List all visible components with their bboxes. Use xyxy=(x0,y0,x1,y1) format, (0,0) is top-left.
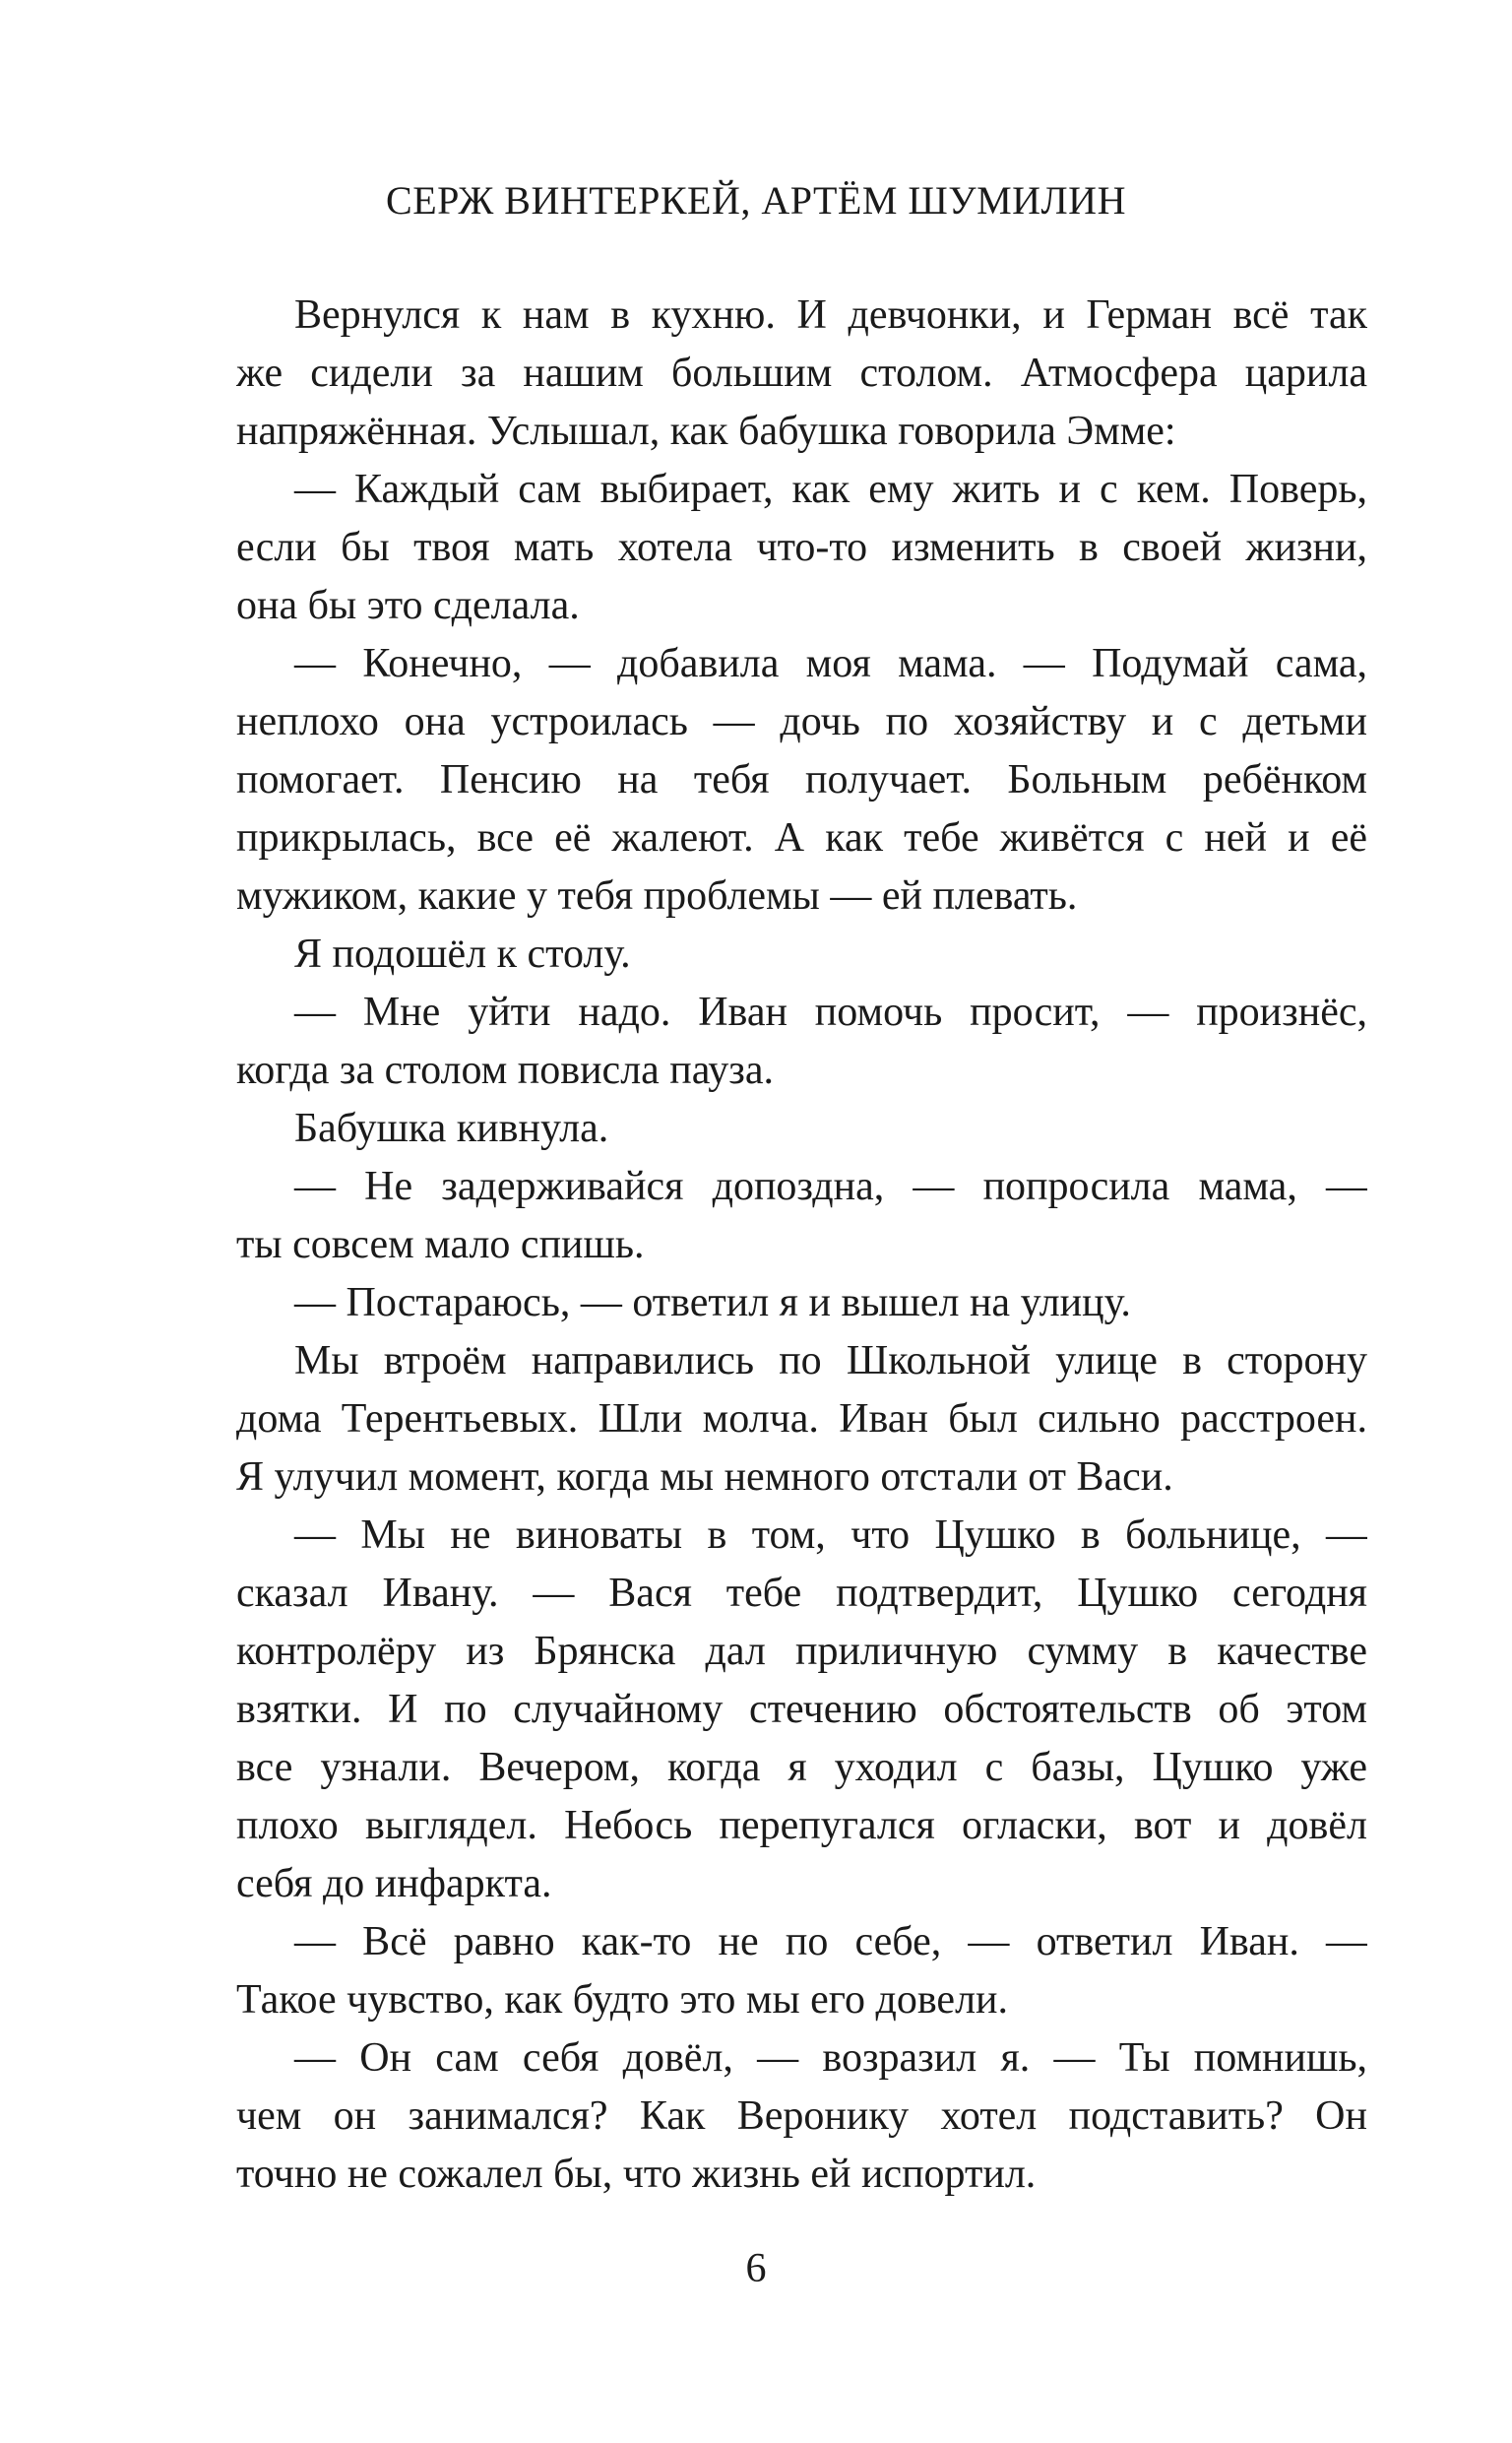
text-line: точно не сожалел бы, что жизнь ей испортил. xyxy=(236,2152,1037,2197)
text-line: Такое чувство, как будто это мы его довели. xyxy=(236,1977,1009,2023)
running-head: СЕРЖ ВИНТЕРКЕЙ, АРТЁМ ШУМИЛИН xyxy=(386,178,1126,223)
text-line: напряжённая. Услышал, как бабушка говорила Эмме: xyxy=(236,409,1176,454)
text-line: — Не задерживайся допоздна, — попросила мама, — xyxy=(294,1164,1367,1209)
text-line: себя до инфаркта. xyxy=(236,1861,552,1906)
paragraph xyxy=(236,287,1367,461)
paragraph xyxy=(236,984,1367,1100)
text-line: — Каждый сам выбирает, как ему жить и с кем. Поверь, xyxy=(294,467,1367,512)
text-line: — Мне уйти надо. Иван помочь просит, — произнёс, xyxy=(294,990,1367,1035)
text-line: она бы это сделала. xyxy=(236,583,580,628)
paragraph xyxy=(236,1332,1367,1507)
text-line: чем он занимался? Как Веронику хотел подставить? Он xyxy=(236,2093,1367,2139)
text-line: дома Терентьевых. Шли молча. Иван был сильно расстроен. xyxy=(236,1396,1367,1442)
text-line: Я подошёл к столу. xyxy=(294,932,631,977)
text-line: — Постараюсь, — ответил я и вышел на улицу. xyxy=(294,1280,1131,1325)
page-number: 6 xyxy=(745,2246,767,2291)
text-line: Вернулся к нам в кухню. И девчонки, и Герман всё так xyxy=(294,292,1367,338)
text-line: все узнали. Вечером, когда я уходил с базы, Цушко уже xyxy=(236,1745,1367,1790)
text-line: — Всё равно как-то не по себе, — ответил Иван. — xyxy=(294,1919,1367,1964)
text-line: мужиком, какие у тебя проблемы — ей плевать. xyxy=(236,873,1078,919)
text-line: помогает. Пенсию на тебя получает. Больным ребёнком xyxy=(236,757,1367,803)
text-line: — Конечно, — добавила моя мама. — Подумай сама, xyxy=(294,641,1367,686)
paragraph xyxy=(236,1158,1367,1274)
text-line: плохо выглядел. Небось перепугался огласки, вот и довёл xyxy=(236,1803,1367,1848)
text-line: если бы твоя мать хотела что-то изменить в своей жизни, xyxy=(236,525,1367,570)
text-line: Мы втроём направились по Школьной улице в сторону xyxy=(294,1338,1367,1383)
text-line: ты совсем мало спишь. xyxy=(236,1222,645,1267)
paragraph xyxy=(236,1507,1367,1913)
text-line: когда за столом повисла пауза. xyxy=(236,1048,775,1093)
paragraph xyxy=(236,461,1367,635)
text-line: прикрылась, все её жалеют. А как тебе живётся с ней и её xyxy=(236,815,1367,861)
text-line: контролёру из Брянска дал приличную сумму в качестве xyxy=(236,1629,1367,1674)
paragraph xyxy=(236,2029,1367,2204)
paragraph xyxy=(236,926,1367,984)
paragraph xyxy=(236,1100,1367,1158)
text-line: неплохо она устроилась — дочь по хозяйству и с детьми xyxy=(236,699,1367,744)
text-line: Я улучил момент, когда мы немного отстали от Васи. xyxy=(236,1454,1173,1500)
paragraph xyxy=(236,635,1367,926)
text-line: — Он сам себя довёл, — возразил я. — Ты помнишь, xyxy=(294,2035,1367,2081)
text-line: же сидели за нашим большим столом. Атмосфера царила xyxy=(236,351,1367,396)
text-line: взятки. И по случайному стечению обстоятельств об этом xyxy=(236,1687,1367,1732)
text-line: сказал Ивану. — Вася тебе подтвердит, Цушко сегодня xyxy=(236,1571,1367,1616)
text-line: — Мы не виноваты в том, что Цушко в больнице, — xyxy=(294,1512,1367,1558)
text-line: Бабушка кивнула. xyxy=(294,1106,609,1151)
paragraph xyxy=(236,1913,1367,2029)
body-text xyxy=(236,287,1367,2204)
paragraph xyxy=(236,1274,1367,1332)
